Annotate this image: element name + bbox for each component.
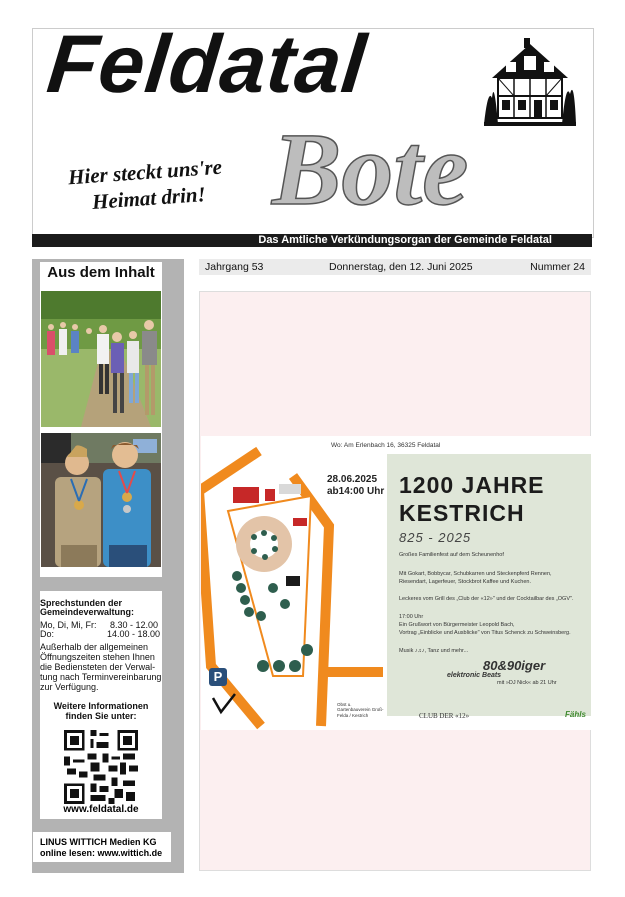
toc-title: Aus dem Inhalt <box>47 264 155 281</box>
office-hours-time-2: 14.00 - 18.00 <box>107 629 161 639</box>
issue-number: Nummer 24 <box>530 261 585 273</box>
office-hours-note-3: die Bediensteten der Verwal- <box>40 662 156 672</box>
half-timbered-house-logo <box>484 38 576 126</box>
photo-boys-with-medals <box>41 433 161 567</box>
poster-line-3: Leckeres vom Grill des „Club der «12»" und der Cocktailbar des „OGV". <box>399 596 574 602</box>
office-hours-note-5: zur Verfügung. <box>40 682 99 692</box>
poster-line-2: Riesendart, Lagerfeuer, Stockbrot Kaffee und Kuchen. <box>399 579 531 585</box>
website-link[interactable]: www.feldatal.de <box>63 804 139 815</box>
qr-code[interactable] <box>64 730 138 804</box>
poster-address: Wo: Am Erlenbach 16, 36325 Feldatal <box>331 442 441 449</box>
office-hours-note-4: tung nach Terminvereinbarung <box>40 672 162 682</box>
poster-line-7: Musik ♪♫♪, Tanz und mehr... <box>399 648 469 654</box>
publisher-line-1: LINUS WITTICH Medien KG <box>40 837 157 847</box>
parking-icon: P <box>213 669 223 684</box>
poster-time: ab14:00 Uhr <box>327 486 385 497</box>
office-hours-heading-1: Sprechstunden der <box>40 598 123 608</box>
poster-headline-2: KESTRICH <box>399 500 525 526</box>
poster-sponsor-1: Obst u. Gartenbauverein Groß-Felda / Kestrich <box>337 702 384 718</box>
event-poster <box>201 436 591 730</box>
slogan-line-2: Heimat drin! <box>91 182 207 214</box>
masthead-title: Feldatal <box>43 19 371 110</box>
office-hours-note-1: Außerhalb der allgemeinen <box>40 642 149 652</box>
poster-sponsor-3: Fähls <box>565 710 586 719</box>
publisher-line-2: online lesen: www.wittich.de <box>40 848 163 858</box>
poster-line-5: Ein Grußwort von Bürgermeister Leopold Bach, <box>399 622 515 628</box>
more-info-1: Weitere Informationen <box>53 701 149 711</box>
poster-sponsor-2: CLUB DER «12» <box>419 712 470 720</box>
photo-family-walking <box>41 291 161 427</box>
office-hours-days-2: Do: <box>40 629 55 639</box>
poster-line-1: Mit Gokart, Bobbycar, Schubkarren und Steckenpferd Rennen, <box>399 571 552 577</box>
issue-info-bar <box>199 259 591 275</box>
office-hours-heading-2: Gemeindeverwaltung: <box>40 607 135 617</box>
poster-years: 825 - 2025 <box>399 530 472 545</box>
masthead-title-bote: Bote <box>272 112 469 227</box>
more-info-2: finden Sie unter: <box>65 711 137 721</box>
office-hours-days-1: Mo, Di, Mi, Fr: <box>40 620 97 630</box>
issue-date: Donnerstag, den 12. Juni 2025 <box>329 261 473 273</box>
office-hours-note-2: Öffnungszeiten stehen Ihnen <box>40 652 155 662</box>
office-hours-time-1: 8.30 - 12.00 <box>110 620 159 630</box>
poster-line-4: 17:00 Uhr <box>399 614 424 620</box>
poster-dj: mit »DJ Nick« ab 21 Uhr <box>497 680 557 686</box>
poster-date: 28.06.2025 <box>327 474 378 485</box>
poster-music-1: 80&90iger <box>483 658 546 673</box>
poster-line-6: Vortrag „Einblicke und Ausblicke" von Titus Schenck zu Schweinsberg. <box>399 630 571 636</box>
slogan-line-1: Hier steckt uns're <box>67 154 223 190</box>
poster-headline-1: 1200 JAHRE <box>399 472 545 498</box>
masthead-subtitle: Das Amtliche Verkündungsorgan der Gemeinde Feldatal <box>32 234 592 247</box>
poster-music-2: elektronic Beats <box>447 672 502 679</box>
issue-volume: Jahrgang 53 <box>205 261 264 273</box>
poster-event: Großes Familienfest auf dem Scheunenhof <box>399 552 504 558</box>
